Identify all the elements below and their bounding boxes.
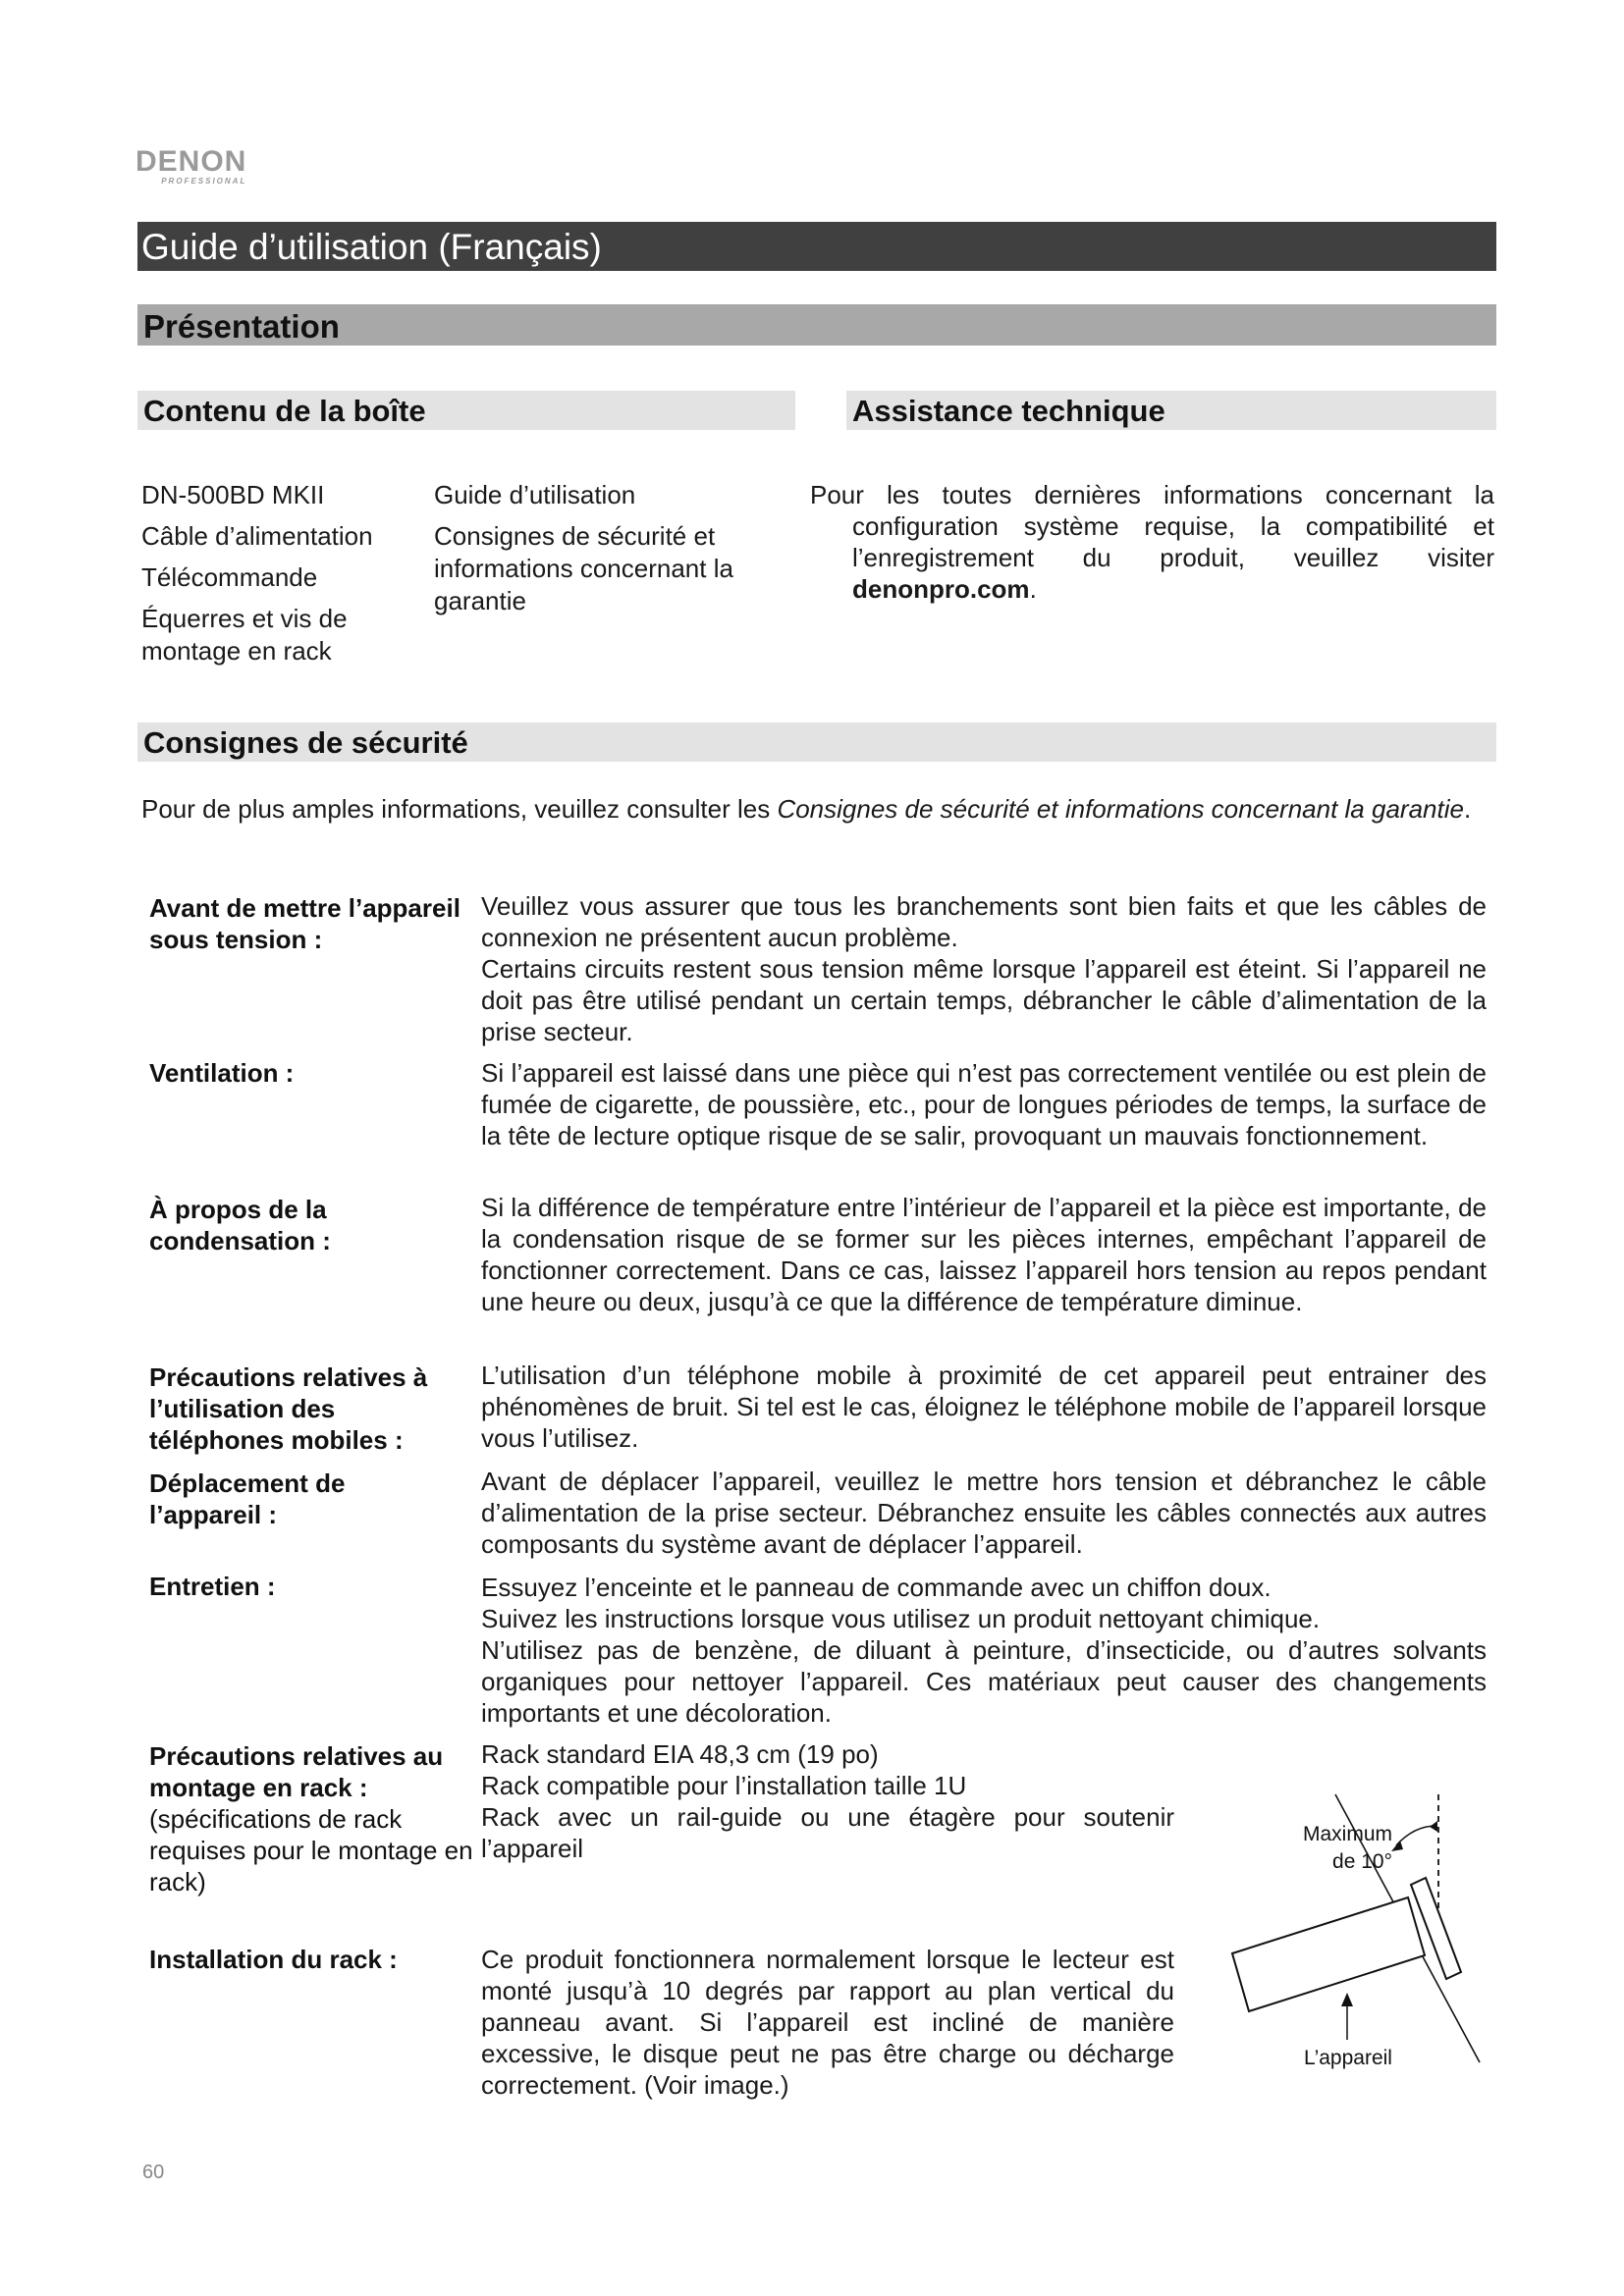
safety-text-maintenance — [481, 1572, 1487, 1729]
safety-line: Essuyez l’enceinte et le panneau de commande avec un chiffon doux. — [481, 1573, 1272, 1602]
safety-label-ventilation: Ventilation : — [149, 1058, 295, 1088]
safety-text-rack — [481, 1738, 1174, 1864]
section-safety — [137, 722, 1496, 762]
safety-line: N’utilisez pas de benzène, de diluant à peinture, d’insecticide, ou d’autres solvants organiques pour nettoyer l’appareil. Ces matériaux peut causer des changements importants et une décoloration. — [481, 1635, 1487, 1728]
list-item: Câble d’alimentation — [141, 521, 373, 551]
safety-line: Si l’appareil est laissé dans une pièce qui n’est pas correctement ventilée ou est plein de fumée de cigarette, de poussière, etc., pour de longues périodes de temps, la surface de la tête de lecture optique risque de se salir, provoquant un mauvais fonctionnement. — [481, 1058, 1487, 1150]
support-end: . — [1029, 574, 1037, 604]
section-heading: Consignes de sécurité — [143, 725, 468, 760]
page-title-bar — [137, 222, 1496, 271]
support-header — [846, 391, 1496, 430]
safety-text-condensation — [481, 1192, 1487, 1317]
intro-end: . — [1463, 794, 1472, 824]
safety-label-maintenance: Entretien : — [149, 1572, 276, 1601]
safety-label-install: Installation du rack : — [149, 1945, 398, 1974]
support-link[interactable]: denonpro.com — [852, 574, 1030, 604]
rack-tilt-diagram — [1208, 1787, 1502, 2071]
intro-italic: Consignes de sécurité et informations concernant la garantie — [777, 794, 1464, 824]
list-item: Équerres et vis de montage en rack — [141, 604, 348, 666]
page-number: 60 — [142, 2162, 165, 2183]
box-contents-list-1 — [141, 479, 426, 667]
list-item: DN-500BD MKII — [141, 480, 325, 509]
box-contents-list-2 — [434, 479, 778, 617]
unit-pointer-arrowhead — [1341, 1993, 1353, 2006]
logo-sub: PROFESSIONAL — [161, 177, 247, 186]
safety-line: Si la différence de température entre l’intérieur de l’appareil et la pièce est importante, de la condensation risque de se former sur les pièces internes, empêchant l’appareil de fonctionner correctement. Dans ce cas, laissez l’appareil hors tension au repos pendant une heure ou deux, jusqu’à ce que la différence de température diminue. — [481, 1193, 1487, 1316]
safety-line: Avant de déplacer l’appareil, veuillez le mettre hors tension et débranchez le câble d’alimentation de la prise secteur. Débranchez ensuite les câbles connectés aux autres composants du système avant de déplacer l’appareil. — [481, 1467, 1487, 1559]
safety-label-condensation: À propos de la condensation : — [149, 1195, 331, 1255]
angle-label: de 10° — [1332, 1850, 1392, 1873]
rack-line: Rack standard EIA 48,3 cm (19 po) — [481, 1739, 879, 1769]
section-heading: Présentation — [143, 308, 340, 345]
install-text: Ce produit fonctionnera normalement lorsque le lecteur est monté jusqu’à 10 degrés par rapport au plan vertical du panneau avant. Si l’appareil est incliné de manière excessive, le disque peut ne pas être charge ou décharge correctement. (Voir image.) — [481, 1945, 1174, 2100]
list-item: Consignes de sécurité et informations concernant la garantie — [434, 521, 733, 615]
safety-line: Certains circuits restent sous tension même lorsque l’appareil est éteint. Si l’appareil ne doit pas être utilisé pendant un certain temps, débrancher le câble d’alimentation de la prise secteur. — [481, 954, 1487, 1046]
angle-arc — [1396, 1826, 1436, 1845]
rack-line: Rack compatible pour l’installation taille 1U — [481, 1771, 967, 1800]
safety-line: Veuillez vous assurer que tous les branchements sont bien faits et que les câbles de connexion ne présentent aucun problème. — [481, 891, 1487, 952]
safety-text-moving — [481, 1466, 1487, 1560]
support-heading: Assistance technique — [852, 394, 1165, 428]
unit-label: L’appareil — [1304, 2047, 1392, 2069]
logo-brand: DENON — [135, 145, 247, 178]
safety-label-power: Avant de mettre l’appareil sous tension : — [149, 893, 460, 954]
safety-text-mobile — [481, 1360, 1487, 1454]
support-text-block — [810, 479, 1494, 605]
safety-text-ventilation — [481, 1057, 1487, 1151]
list-item: Télécommande — [141, 562, 318, 592]
box-heading: Contenu de la boîte — [143, 394, 426, 428]
safety-line: Suivez les instructions lorsque vous utilisez un produit nettoyant chimique. — [481, 1604, 1321, 1633]
box-contents-header — [137, 391, 795, 430]
safety-line: L’utilisation d’un téléphone mobile à proximité de cet appareil peut entrainer des phénomènes de bruit. Si tel est le cas, éloignez le téléphone mobile de l’appareil lorsque vous l’utilisez. — [481, 1361, 1487, 1453]
list-item: Guide d’utilisation — [434, 480, 636, 509]
rack-label: Précautions relatives au montage en rack : — [149, 1741, 444, 1802]
safety-label-rack — [149, 1740, 473, 1897]
safety-text-install — [481, 1944, 1174, 2101]
support-text: Pour les toutes dernières informations concernant la configuration système requise, la compatibilité et l’enregistrement du produit, veuillez visiter — [810, 480, 1494, 572]
safety-intro — [141, 793, 1494, 825]
arc-arrowhead — [1430, 1821, 1437, 1832]
intro-text: Pour de plus amples informations, veuillez consulter les — [141, 794, 778, 824]
unit-front-panel — [1411, 1878, 1461, 1979]
safety-label-mobile: Précautions relatives à l’utilisation des téléphones mobiles : — [149, 1362, 428, 1455]
rack-label-note: (spécifications de rack requises pour le montage en rack) — [149, 1804, 473, 1896]
safety-text-power — [481, 890, 1487, 1047]
safety-label-moving: Déplacement de l’appareil : — [149, 1468, 346, 1529]
max-label: Maximum — [1302, 1823, 1392, 1845]
unit-body — [1232, 1897, 1425, 2011]
rack-line: Rack avec un rail-guide ou une étagère pour soutenir l’appareil — [481, 1802, 1174, 1863]
arc-arrowhead — [1391, 1841, 1403, 1851]
section-presentation — [137, 304, 1496, 346]
page-title: Guide d’utilisation (Français) — [141, 227, 602, 267]
denon-logo — [135, 147, 246, 186]
